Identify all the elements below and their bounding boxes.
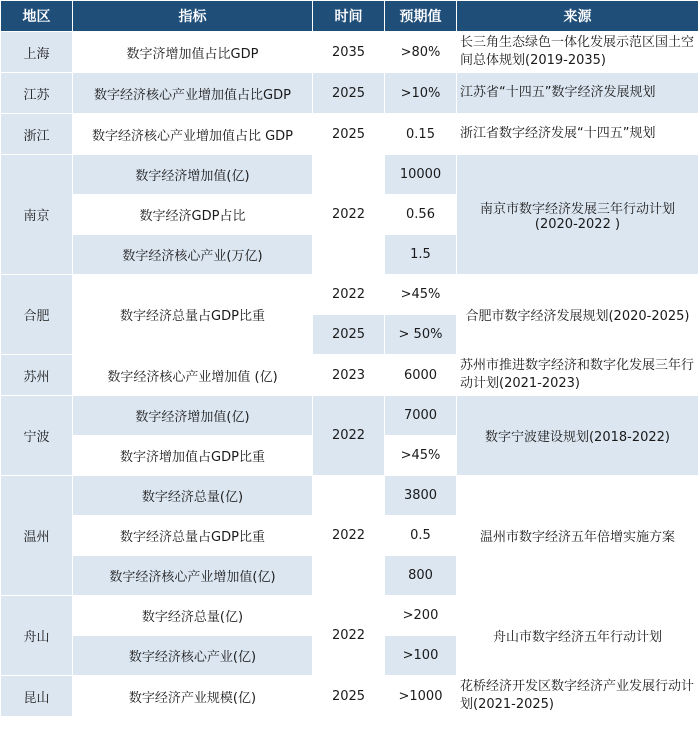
indicator-cell: 数字经济增加值(亿) <box>73 396 313 436</box>
indicator-cell: 数字济增加值占比GDP <box>73 32 313 73</box>
value-cell: 1.5 <box>385 235 457 275</box>
year-cell: 2023 <box>313 355 385 396</box>
header-row <box>1 1 698 32</box>
value-cell: >200 <box>385 596 457 636</box>
value-cell: >100 <box>385 636 457 676</box>
year-cell: 2025 <box>313 114 385 155</box>
indicator-cell: 数字经济总量占GDP比重 <box>73 275 313 355</box>
source-cell: 江苏省“十四五”数字经济发展规划 <box>457 73 698 114</box>
source-cell: 合肥市数字经济发展规划(2020-2025) <box>457 275 698 355</box>
year-cell: 2022 <box>313 155 385 275</box>
indicator-cell: 数字经济核心产业增加值 (亿) <box>73 355 313 396</box>
header-indicator: 指标 <box>73 1 313 32</box>
table-row <box>1 275 698 315</box>
table-row <box>1 32 698 73</box>
value-cell: 3800 <box>385 476 457 516</box>
source-cell: 舟山市数字经济五年行动计划 <box>457 596 698 676</box>
value-cell: 7000 <box>385 396 457 436</box>
indicator-cell: 数字经济GDP占比 <box>73 195 313 235</box>
region-cell: 江苏 <box>1 73 73 114</box>
indicator-cell: 数字经济核心产业增加值占比GDP <box>73 73 313 114</box>
region-cell: 昆山 <box>1 676 73 717</box>
indicator-cell: 数字经济核心产业增加值占比 GDP <box>73 114 313 155</box>
indicator-cell: 数字济增加值占GDP比重 <box>73 436 313 476</box>
region-cell: 上海 <box>1 32 73 73</box>
table-row <box>1 73 698 114</box>
header-region: 地区 <box>1 1 73 32</box>
indicator-cell: 数字经济核心产业(亿) <box>73 636 313 676</box>
source-cell: 南京市数字经济发展三年行动计划(2020-2022 ) <box>457 155 698 275</box>
table-row <box>1 114 698 155</box>
region-cell: 舟山 <box>1 596 73 676</box>
region-cell: 温州 <box>1 476 73 596</box>
value-cell: 0.5 <box>385 516 457 556</box>
value-cell: >10% <box>385 73 457 114</box>
indicator-cell: 数字经济核心产业增加值(亿) <box>73 556 313 596</box>
value-cell: >45% <box>385 436 457 476</box>
year-cell: 2022 <box>313 596 385 676</box>
table-row <box>1 355 698 396</box>
value-cell: 6000 <box>385 355 457 396</box>
region-cell: 宁波 <box>1 396 73 476</box>
value-cell: >45% <box>385 275 457 315</box>
indicator-cell: 数字经济总量(亿) <box>73 596 313 636</box>
region-cell: 合肥 <box>1 275 73 355</box>
source-cell: 浙江省数字经济发展“十四五”规划 <box>457 114 698 155</box>
header-source: 来源 <box>457 1 698 32</box>
indicator-cell: 数字经济产业规模(亿) <box>73 676 313 717</box>
indicator-cell: 数字经济总量占GDP比重 <box>73 516 313 556</box>
year-cell: 2025 <box>313 73 385 114</box>
indicator-cell: 数字经济总量(亿) <box>73 476 313 516</box>
indicator-cell: 数字经济核心产业(万亿) <box>73 235 313 275</box>
value-cell: 0.56 <box>385 195 457 235</box>
header-year: 时间 <box>313 1 385 32</box>
table-row <box>1 476 698 516</box>
year-cell: 2025 <box>313 676 385 717</box>
value-cell: 10000 <box>385 155 457 195</box>
table-row <box>1 676 698 717</box>
source-cell: 花桥经济开发区数字经济产业发展行动计划(2021-2025) <box>457 676 698 717</box>
value-cell: > 50% <box>385 315 457 355</box>
year-cell: 2025 <box>313 315 385 355</box>
source-cell: 温州市数字经济五年倍增实施方案 <box>457 476 698 596</box>
value-cell: 800 <box>385 556 457 596</box>
value-cell: >80% <box>385 32 457 73</box>
source-cell: 苏州市推进数字经济和数字化发展三年行动计划(2021-2023) <box>457 355 698 396</box>
value-cell: >1000 <box>385 676 457 717</box>
region-cell: 南京 <box>1 155 73 275</box>
year-cell: 2022 <box>313 476 385 596</box>
indicator-cell: 数字经济增加值(亿) <box>73 155 313 195</box>
header-value: 预期值 <box>385 1 457 32</box>
source-cell: 长三角生态绿色一体化发展示范区国土空间总体规划(2019-2035) <box>457 32 698 73</box>
year-cell: 2035 <box>313 32 385 73</box>
region-cell: 苏州 <box>1 355 73 396</box>
table-row <box>1 596 698 636</box>
year-cell: 2022 <box>313 396 385 476</box>
year-cell: 2022 <box>313 275 385 315</box>
table-row <box>1 155 698 195</box>
table-row <box>1 396 698 436</box>
source-cell: 数字宁波建设规划(2018-2022) <box>457 396 698 476</box>
value-cell: 0.15 <box>385 114 457 155</box>
region-cell: 浙江 <box>1 114 73 155</box>
